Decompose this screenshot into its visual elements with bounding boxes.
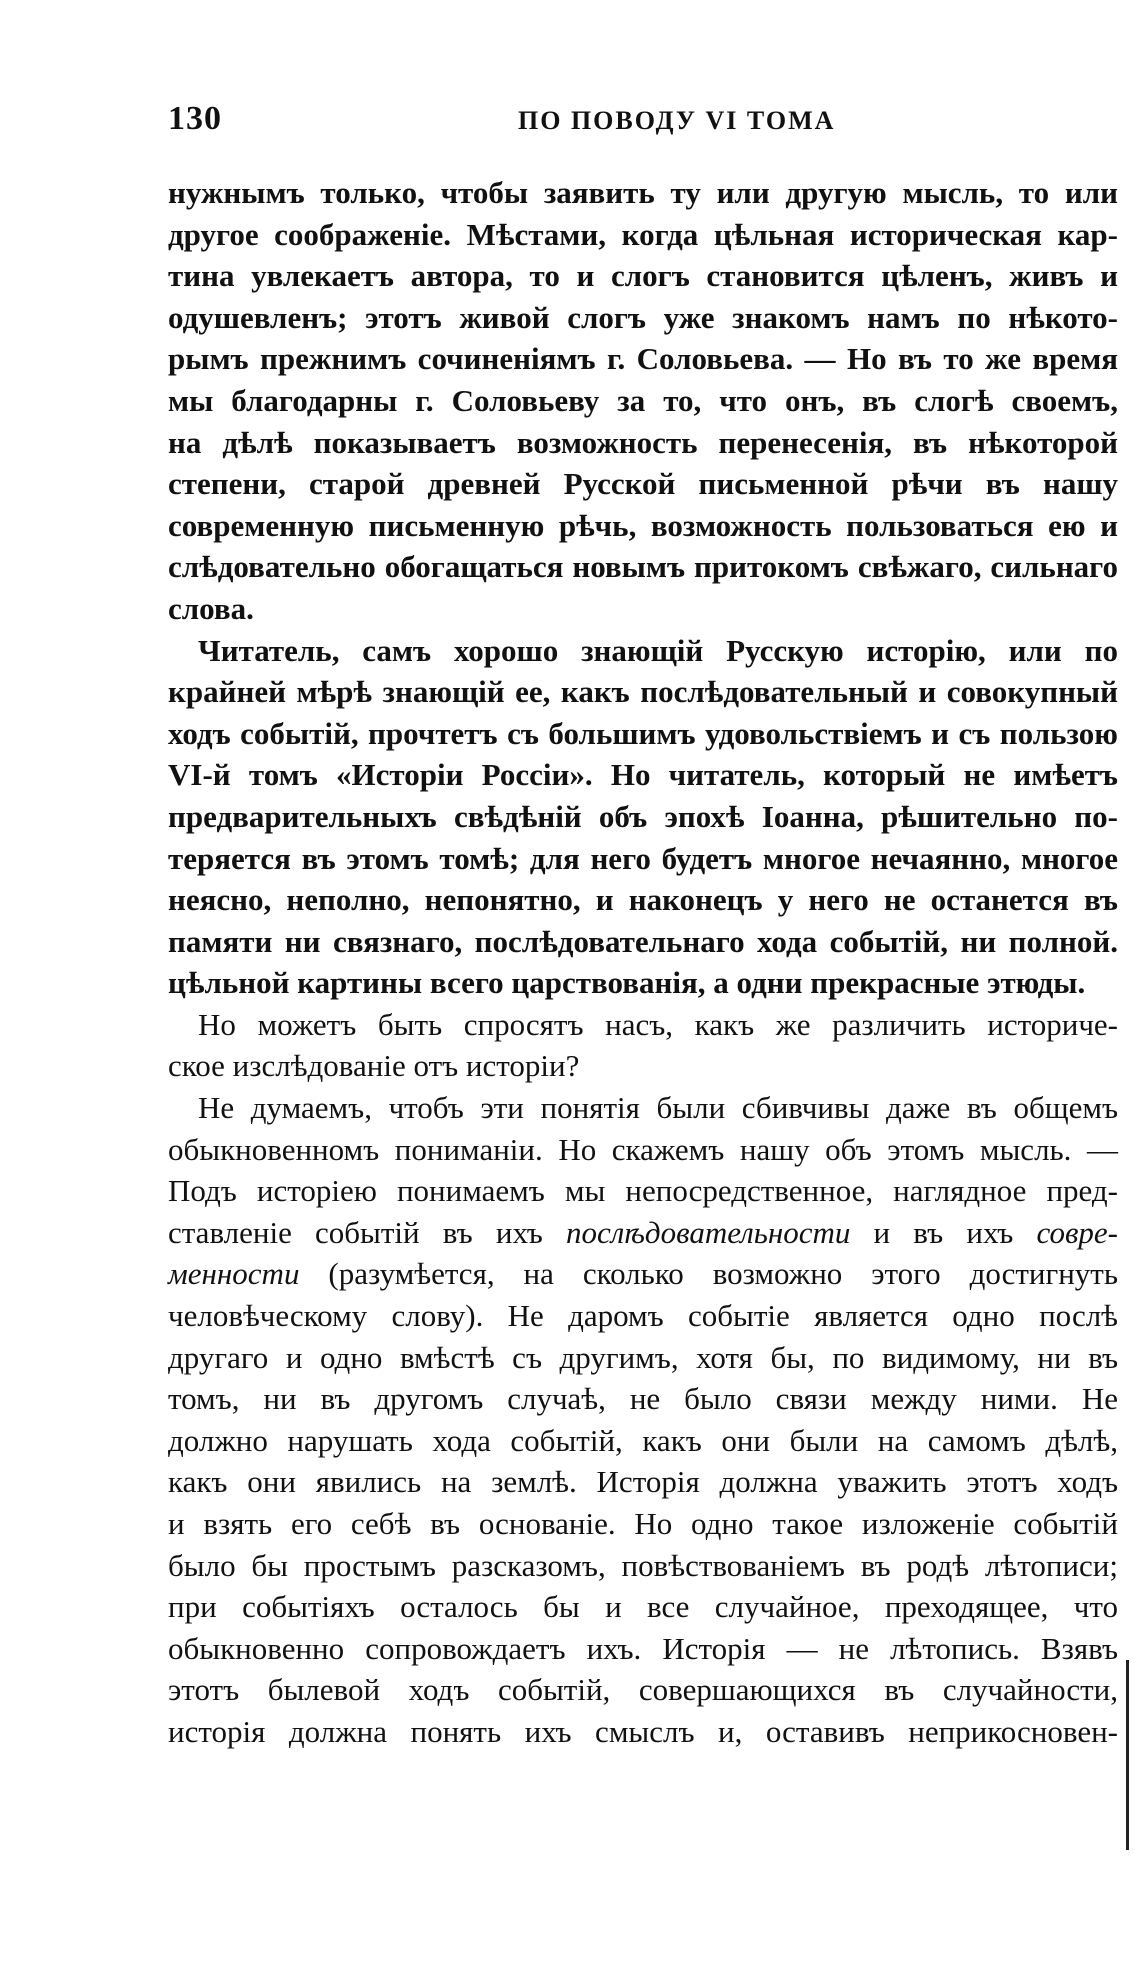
text-line: обыкновенно сопровождаетъ ихъ. Исторія — не лѣтопись. Взявъ — [168, 1630, 1118, 1666]
running-head: ПО ПОВОДУ VI ТОМА — [518, 106, 836, 135]
text-line: VI-й томъ «Исторіи Россіи». Но читатель, который не имѣетъ — [168, 757, 1118, 793]
text-line: томъ, ни въ другомъ случаѣ, не было связи между ними. Не — [168, 1381, 1118, 1417]
text-segment: и въ ихъ — [850, 1214, 1037, 1250]
text-line: тина увлекаетъ автора, то и слогъ становится цѣленъ, живъ и — [168, 258, 1118, 294]
text-line — [168, 1212, 1118, 1254]
emphasis-text: менности — [168, 1256, 300, 1292]
text-line: при событіяхъ осталось бы и все случайное, преходящее, что — [168, 1589, 1118, 1625]
text-line: цѣльной картины всего царствованія, а одни прекрасные этюды. — [168, 965, 1086, 1001]
text-line: памяти ни связнаго, послѣдовательнаго хода событій, ни полной. — [168, 923, 1118, 959]
text-line: рымъ прежнимъ сочиненіямъ г. Соловьева. — Но въ то же время — [168, 341, 1118, 377]
text-line: неясно, неполно, непонятно, и наконецъ у него не останется въ — [168, 882, 1118, 918]
text-line: степени, старой древней Русской письменной рѣчи въ нашу — [168, 466, 1118, 502]
text-line: обыкновенномъ пониманіи. Но скажемъ нашу объ этомъ мысль. — — [168, 1131, 1118, 1167]
page-number: 130 — [168, 100, 222, 137]
text-line: крайней мѣрѣ знающій ее, какъ послѣдовательный и совокупный — [168, 674, 1118, 710]
text-line: ходъ событій, прочтетъ съ большимъ удовольствіемъ и съ пользою — [168, 715, 1118, 751]
text-line: другое соображеніе. Мѣстами, когда цѣльная историческая кар- — [168, 216, 1118, 252]
text-line: Не думаемъ, чтобъ эти понятія были сбивчивы даже въ общемъ — [198, 1090, 1118, 1126]
emphasis-text: совре- — [1036, 1214, 1118, 1250]
text-line: Но можетъ быть спросятъ насъ, какъ же различить историче- — [198, 1006, 1118, 1042]
text-line: какъ они явились на землѣ. Исторія должна уважить этотъ ходъ — [168, 1464, 1118, 1500]
text-line: было бы простымъ разсказомъ, повѣствованіемъ въ родѣ лѣтописи; — [168, 1547, 1118, 1583]
text-line: исторія должна понять ихъ смыслъ и, оставивъ неприкосновен- — [168, 1713, 1118, 1749]
text-line: теряется въ этомъ томѣ; для него будетъ многое нечаянно, многое — [168, 840, 1118, 876]
text-line — [168, 1253, 1118, 1295]
text-line: на дѣлѣ показываетъ возможность перенесенія, въ нѣкоторой — [168, 424, 1118, 460]
text-line: нужнымъ только, чтобы заявить ту или другую мысль, то или — [168, 175, 1118, 210]
text-line: слова. — [168, 590, 254, 626]
text-line: слѣдовательно обогащаться новымъ притокомъ свѣжаго, сильнаго — [168, 549, 1118, 585]
text-line: другаго и одно вмѣстѣ съ другимъ, хотя бы, по видимому, ни въ — [168, 1339, 1118, 1375]
text-line: этотъ былевой ходъ событій, совершающихся въ случайности, — [168, 1672, 1118, 1708]
text-segment: ставленіе событій въ ихъ — [168, 1214, 566, 1250]
text-line: ское изслѣдованіе отъ исторіи? — [168, 1048, 580, 1084]
text-line: Подъ исторіею понимаемъ мы непосредственное, наглядное пред- — [168, 1173, 1118, 1209]
text-segment: (разумѣется, на сколько возможно этого достигнуть — [299, 1256, 1118, 1292]
text-line: и взять его себѣ въ основаніе. Но одно такое изложеніе событій — [168, 1506, 1118, 1541]
page-edge-mark — [1126, 1660, 1129, 1850]
text-line: человѣческому слову). Не даромъ событіе является одно послѣ — [168, 1298, 1118, 1334]
body-text — [168, 172, 1118, 1753]
emphasis-text: послѣдовательности — [565, 1214, 851, 1250]
page-header — [168, 100, 1118, 150]
text-line: предварительныхъ свѣдѣній объ эпохѣ Іоанна, рѣшительно по- — [168, 798, 1118, 834]
text-line: должно нарушать хода событій, какъ они были на самомъ дѣлѣ, — [168, 1422, 1118, 1458]
text-line: одушевленъ; этотъ живой слогъ уже знакомъ намъ по нѣкото- — [168, 299, 1118, 335]
text-line: мы благодарны г. Соловьеву за то, что онъ, въ слогѣ своемъ, — [168, 382, 1118, 418]
text-line: Читатель, самъ хорошо знающій Русскую исторію, или по — [198, 632, 1118, 668]
text-line: современную письменную рѣчь, возможность пользоваться ею и — [168, 507, 1118, 543]
